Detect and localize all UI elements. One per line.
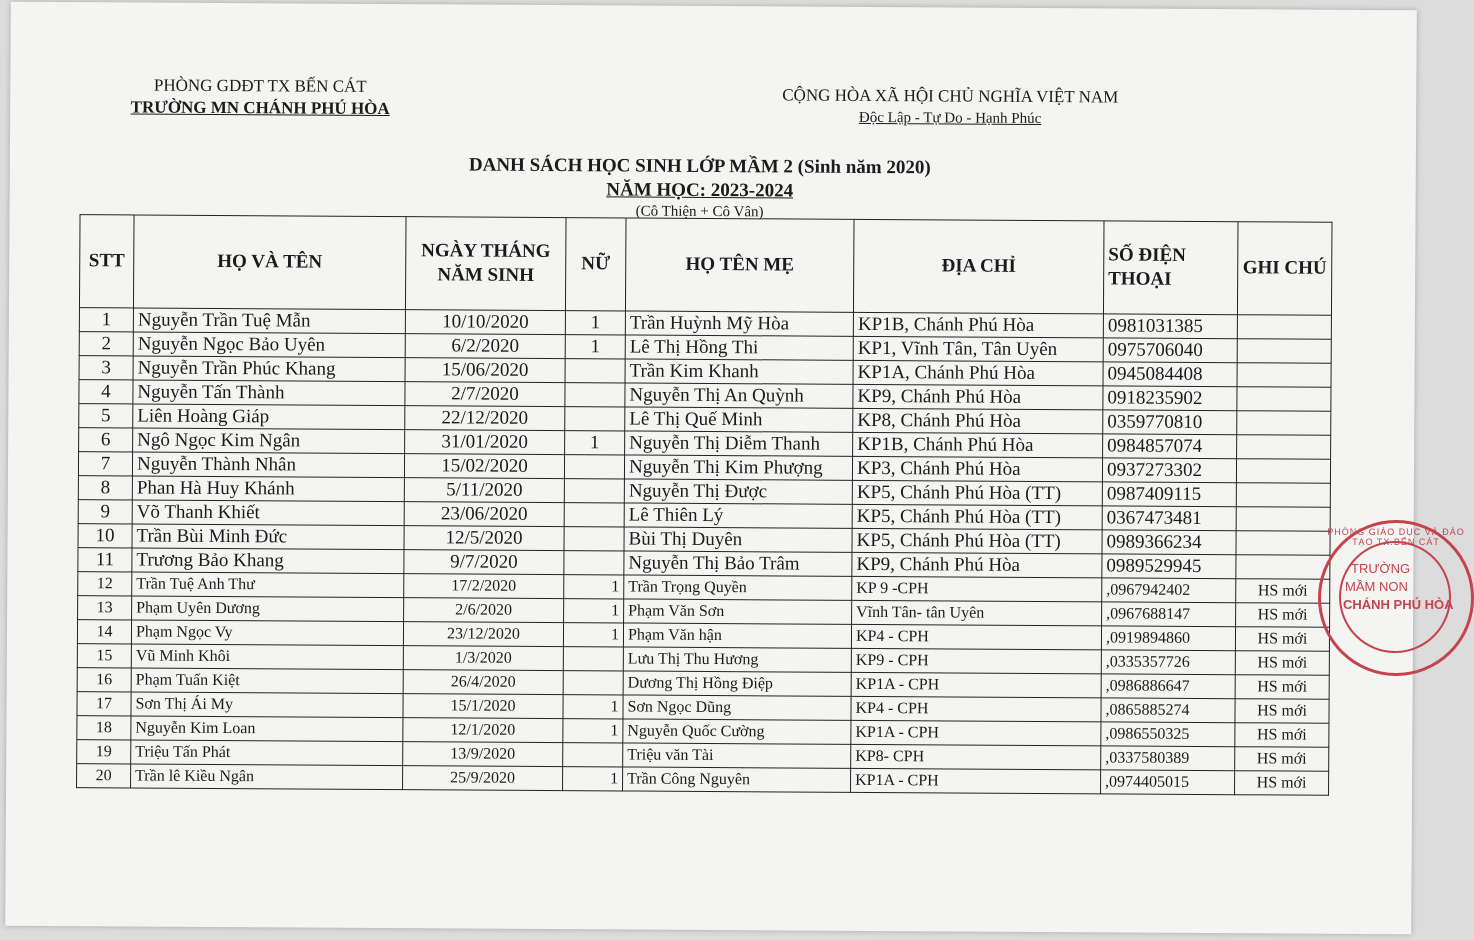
cell-dob: 10/10/2020 (405, 310, 565, 335)
cell-stt: 19 (77, 740, 131, 764)
cell-stt: 20 (77, 764, 131, 788)
cell-address: KP3, Chánh Phú Hòa (852, 456, 1102, 482)
cell-dob: 12/5/2020 (404, 526, 564, 551)
cell-female (565, 359, 625, 383)
cell-name: Nguyễn Thành Nhân (132, 452, 404, 478)
cell-stt: 2 (79, 332, 133, 356)
cell-note (1236, 483, 1330, 508)
col-header-female: NỮ (565, 218, 626, 311)
student-table (76, 214, 1332, 796)
republic-name: CỘNG HÒA XÃ HỘI CHỦ NGHĨA VIỆT NAM (782, 85, 1119, 107)
school-name: TRƯỜNG MN CHÁNH PHÚ HÒA (130, 97, 390, 119)
cell-mother: Trần Kim Khanh (625, 359, 853, 384)
cell-dob: 15/06/2020 (405, 358, 565, 383)
cell-address: KP1B, Chánh Phú Hòa (853, 312, 1103, 338)
cell-mother: Lưu Thị Thu Hương (623, 647, 851, 672)
cell-dob: 26/4/2020 (403, 670, 563, 695)
col-header-dob: NGÀY THÁNG NĂM SINH (405, 217, 566, 311)
cell-note: HS mới (1235, 723, 1329, 748)
cell-dob: 13/9/2020 (403, 742, 563, 767)
col-header-address: ĐỊA CHỈ (853, 219, 1104, 314)
cell-name: Phạm Ngọc Vy (131, 620, 403, 646)
cell-stt: 12 (78, 572, 132, 596)
cell-stt: 16 (77, 668, 131, 692)
school-year: NĂM HỌC: 2023-2024 (606, 179, 794, 202)
cell-stt: 15 (77, 644, 131, 668)
cell-phone: 0987409115 (1102, 482, 1236, 507)
issuer-header (80, 74, 440, 120)
cell-note (1236, 459, 1330, 484)
cell-female (565, 383, 625, 407)
cell-phone: 0975706040 (1103, 338, 1237, 363)
cell-note: HS mới (1235, 627, 1329, 652)
cell-name: Trần Bùi Minh Đức (132, 524, 404, 550)
cell-name: Phạm Uyên Dương (132, 596, 404, 622)
cell-dob: 15/02/2020 (404, 454, 564, 479)
cell-female: 1 (563, 719, 623, 743)
cell-female (563, 671, 623, 695)
cell-phone: ,0335357726 (1101, 650, 1235, 675)
cell-female: 1 (563, 767, 623, 791)
cell-female: 1 (565, 431, 625, 455)
seal-ring-text: PHÒNG GIÁO DỤC VÀ ĐÀO TẠO TX.BẾN CÁT (1327, 527, 1465, 547)
cell-mother: Nguyễn Thị Được (624, 479, 852, 504)
cell-dob: 22/12/2020 (405, 406, 565, 431)
cell-mother: Trần Công Nguyên (623, 767, 851, 792)
col-header-mother: HỌ TÊN MẸ (625, 218, 854, 312)
cell-mother: Trần Trọng Quyền (624, 575, 852, 600)
cell-mother: Lê Thị Hồng Thi (625, 335, 853, 360)
cell-mother: Phạm Văn hận (623, 623, 851, 648)
cell-stt: 3 (79, 356, 133, 380)
cell-female (564, 527, 624, 551)
cell-dob: 9/7/2020 (404, 550, 564, 575)
cell-name: Ngô Ngọc Kim Ngân (133, 428, 405, 454)
cell-female: 1 (563, 695, 623, 719)
cell-dob: 2/7/2020 (405, 382, 565, 407)
cell-female (564, 551, 624, 575)
col-header-name: HỌ VÀ TÊN (133, 215, 406, 310)
cell-phone: 0989366234 (1102, 530, 1236, 555)
document-page (5, 2, 1417, 935)
cell-note: HS mới (1236, 579, 1330, 604)
table-body (77, 308, 1332, 796)
cell-name: Nguyễn Kim Loan (131, 716, 403, 742)
cell-stt: 17 (77, 692, 131, 716)
cell-address: KP5, Chánh Phú Hòa (TT) (852, 528, 1102, 554)
cell-note: HS mới (1235, 651, 1329, 676)
cell-phone: 0937273302 (1102, 458, 1236, 483)
cell-note (1237, 315, 1331, 340)
cell-stt: 7 (78, 452, 132, 476)
cell-mother: Nguyễn Thị An Quỳnh (625, 383, 853, 408)
cell-address: KP5, Chánh Phú Hòa (TT) (852, 480, 1102, 506)
cell-address: KP4 - CPH (851, 696, 1101, 722)
cell-dob: 6/2/2020 (405, 334, 565, 359)
cell-note (1237, 435, 1331, 460)
seal-line-2: MẦM NON (1345, 579, 1408, 594)
cell-stt: 1 (79, 308, 133, 332)
cell-name: Sơn Thị Ái My (131, 692, 403, 718)
cell-mother: Triệu văn Tài (623, 743, 851, 768)
cell-address: KP1B, Chánh Phú Hòa (853, 432, 1103, 458)
cell-mother: Bùi Thị Duyên (624, 527, 852, 552)
cell-mother: Dương Thị Hồng Điệp (623, 671, 851, 696)
cell-phone: 0989529945 (1102, 554, 1236, 579)
cell-note (1237, 339, 1331, 364)
cell-stt: 14 (77, 620, 131, 644)
cell-address: KP1, Vĩnh Tân, Tân Uyên (853, 336, 1103, 362)
cell-name: Triệu Tấn Phát (131, 740, 403, 766)
cell-address: KP 9 -CPH (852, 576, 1102, 602)
cell-stt: 6 (79, 428, 133, 452)
cell-phone: ,0967942402 (1102, 578, 1236, 603)
cell-address: KP9, Chánh Phú Hòa (853, 384, 1103, 410)
cell-name: Vũ Minh Khôi (131, 644, 403, 670)
seal-line-1: TRƯỜNG (1351, 561, 1411, 576)
cell-name: Võ Thanh Khiết (132, 500, 404, 526)
table-header-row (79, 215, 1332, 316)
cell-note (1236, 507, 1330, 532)
cell-dob: 25/9/2020 (403, 766, 563, 791)
cell-mother: Nguyễn Thị Kim Phượng (624, 455, 852, 480)
cell-dob: 2/6/2020 (404, 598, 564, 623)
cell-note: HS mới (1235, 699, 1329, 724)
cell-phone: ,0337580389 (1101, 746, 1235, 771)
cell-note (1236, 531, 1330, 556)
cell-address: KP5, Chánh Phú Hòa (TT) (852, 504, 1102, 530)
cell-name: Nguyễn Trần Phúc Khang (133, 356, 405, 382)
cell-female (565, 407, 625, 431)
cell-phone: 0945084408 (1103, 362, 1237, 387)
cell-address: KP1A - CPH (851, 672, 1101, 698)
national-motto: Độc Lập - Tự Do - Hạnh Phúc (858, 109, 1042, 128)
col-header-stt: STT (79, 215, 134, 308)
cell-dob: 12/1/2020 (403, 718, 563, 743)
cell-note: HS mới (1235, 675, 1329, 700)
cell-phone: 0981031385 (1103, 314, 1237, 339)
document-title: DANH SÁCH HỌC SINH LỚP MẦM 2 (Sinh năm 2020) (468, 154, 931, 179)
cell-stt: 18 (77, 716, 131, 740)
cell-mother: Lê Thiên Lý (624, 503, 852, 528)
cell-phone: 0918235902 (1103, 386, 1237, 411)
cell-note: HS mới (1235, 747, 1329, 772)
cell-female (564, 479, 624, 503)
cell-mother: Nguyễn Thị Bảo Trâm (624, 551, 852, 576)
col-header-phone: SỐ ĐIỆN THOẠI (1103, 221, 1238, 315)
cell-address: KP4 - CPH (851, 624, 1101, 650)
cell-female (564, 503, 624, 527)
cell-mother: Nguyễn Quốc Cường (623, 719, 851, 744)
cell-mother: Nguyễn Thị Diễm Thanh (625, 431, 853, 456)
cell-address: KP1A - CPH (851, 720, 1101, 746)
teachers-line: (Cô Thiện + Cô Vân) (635, 203, 764, 221)
cell-dob: 31/01/2020 (405, 430, 565, 455)
cell-stt: 4 (79, 380, 133, 404)
cell-phone: 0367473481 (1102, 506, 1236, 531)
cell-note: HS mới (1236, 603, 1330, 628)
cell-phone: ,0919894860 (1101, 626, 1235, 651)
cell-name: Nguyễn Tấn Thành (133, 380, 405, 406)
cell-name: Trương Bảo Khang (132, 548, 404, 574)
cell-dob: 23/06/2020 (404, 502, 564, 527)
cell-mother: Phạm Văn Sơn (624, 599, 852, 624)
cell-female: 1 (565, 335, 625, 359)
cell-dob: 23/12/2020 (403, 622, 563, 647)
cell-stt: 9 (78, 500, 132, 524)
school-seal-stamp (1318, 520, 1474, 676)
cell-phone: ,0967688147 (1102, 602, 1236, 627)
cell-female: 1 (564, 599, 624, 623)
cell-address: KP9, Chánh Phú Hòa (852, 552, 1102, 578)
title-block (350, 152, 1050, 224)
national-header (730, 84, 1170, 131)
cell-phone: ,0974405015 (1101, 770, 1235, 795)
cell-name: Trần lê Kiều Ngân (131, 764, 403, 790)
cell-mother: Lê Thị Quế Minh (625, 407, 853, 432)
cell-female (563, 743, 623, 767)
cell-mother: Sơn Ngọc Dũng (623, 695, 851, 720)
cell-dob: 15/1/2020 (403, 694, 563, 719)
cell-stt: 13 (78, 596, 132, 620)
cell-phone: 0359770810 (1103, 410, 1237, 435)
cell-stt: 8 (78, 476, 132, 500)
cell-name: Phạm Tuấn Kiệt (131, 668, 403, 694)
cell-note (1237, 411, 1331, 436)
cell-female: 1 (563, 623, 623, 647)
cell-female: 1 (564, 575, 624, 599)
cell-stt: 5 (79, 404, 133, 428)
cell-dob: 5/11/2020 (404, 478, 564, 503)
cell-stt: 10 (78, 524, 132, 548)
cell-mother: Trần Huỳnh Mỹ Hòa (625, 311, 853, 336)
cell-address: KP1A - CPH (851, 768, 1101, 794)
cell-phone: ,0865885274 (1101, 698, 1235, 723)
cell-address: KP8- CPH (851, 744, 1101, 770)
cell-note (1237, 363, 1331, 388)
cell-dob: 17/2/2020 (404, 574, 564, 599)
cell-address: KP8, Chánh Phú Hòa (853, 408, 1103, 434)
cell-note (1236, 555, 1330, 580)
cell-phone: 0984857074 (1103, 434, 1237, 459)
cell-address: KP9 - CPH (851, 648, 1101, 674)
cell-name: Trần Tuệ Anh Thư (132, 572, 404, 598)
cell-dob: 1/3/2020 (403, 646, 563, 671)
col-header-note: GHI CHÚ (1237, 222, 1332, 316)
cell-note: HS mới (1235, 771, 1329, 796)
cell-female (563, 647, 623, 671)
cell-female: 1 (565, 311, 625, 335)
cell-name: Phan Hà Huy Khánh (132, 476, 404, 502)
cell-phone: ,0986886647 (1101, 674, 1235, 699)
department-name: PHÒNG GDĐT TX BẾN CÁT (153, 75, 367, 96)
cell-name: Nguyễn Ngọc Bảo Uyên (133, 332, 405, 358)
cell-female (564, 455, 624, 479)
cell-address: Vĩnh Tân- tân Uyên (852, 600, 1102, 626)
cell-phone: ,0986550325 (1101, 722, 1235, 747)
cell-name: Nguyễn Trần Tuệ Mẫn (133, 308, 405, 334)
cell-address: KP1A, Chánh Phú Hòa (853, 360, 1103, 386)
cell-name: Liên Hoàng Giáp (133, 404, 405, 430)
cell-note (1237, 387, 1331, 412)
cell-stt: 11 (78, 548, 132, 572)
seal-line-3: CHÁNH PHÚ HÒA (1343, 597, 1454, 612)
